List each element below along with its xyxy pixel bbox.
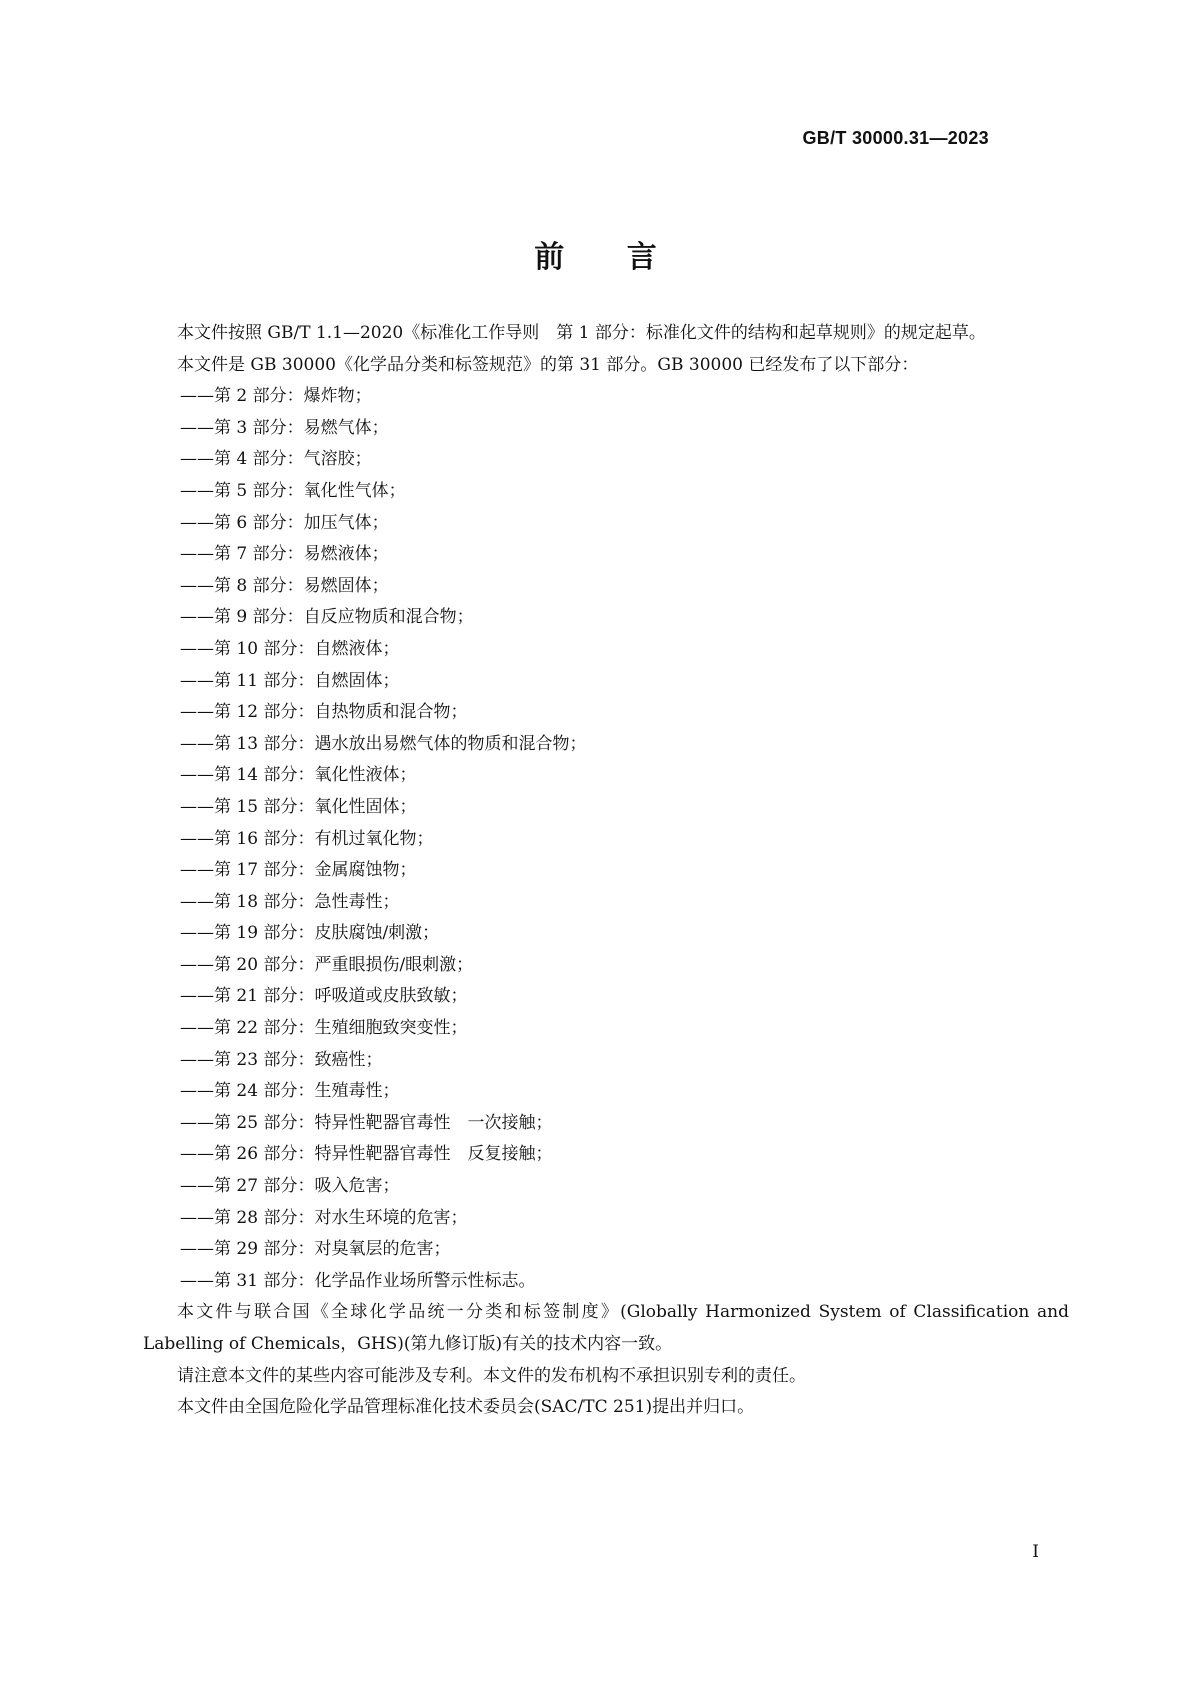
page-title: 前 言: [534, 240, 657, 275]
list-item: ——第 26 部分：特异性靶器官毒性 反复接触；: [180, 1144, 553, 1165]
list-item: ——第 12 部分：自热物质和混合物；: [180, 702, 468, 723]
list-item: ——第 20 部分：严重眼损伤/眼刺激；: [180, 954, 474, 975]
list-item: ——第 13 部分：遇水放出易燃气体的物质和混合物；: [180, 733, 587, 754]
paragraph-drafting-rules: 本文件按照 GB/T 1.1—2020《标准化工作导则 第 1 部分：标准化文件的结构和起草规则》的规定起草。: [177, 323, 986, 343]
paragraph-proposer: 本文件由全国危险化学品管理标准化技术委员会(SAC/TC 251)提出并归口。: [177, 1397, 755, 1418]
paragraph-series-intro: 本文件是 GB 30000《化学品分类和标签规范》的第 31 部分。GB 30000 已经发布了以下部分：: [177, 354, 919, 375]
document-code: GB/T 30000.31—2023: [802, 128, 989, 148]
list-item: ——第 24 部分：生殖毒性；: [180, 1081, 400, 1102]
list-item: ——第 29 部分：对臭氧层的危害；: [180, 1239, 451, 1260]
list-item: ——第 14 部分：氧化性液体；: [180, 765, 417, 786]
list-item: ——第 2 部分：爆炸物；: [180, 386, 372, 407]
list-item: ——第 7 部分：易燃液体；: [180, 544, 389, 565]
list-item: ——第 3 部分：易燃气体；: [180, 417, 389, 438]
list-item: ——第 4 部分：气溶胶；: [180, 449, 372, 470]
list-item: ——第 15 部分：氧化性固体；: [180, 796, 417, 817]
list-item: ——第 23 部分：致癌性；: [180, 1049, 383, 1070]
list-item: ——第 28 部分：对水生环境的危害；: [180, 1207, 468, 1228]
parts-list: [143, 381, 1069, 1297]
list-item: ——第 16 部分：有机过氧化物；: [180, 828, 434, 849]
list-item: ——第 9 部分：自反应物质和混合物；: [180, 607, 474, 628]
list-item: ——第 8 部分：易燃固体；: [180, 575, 389, 596]
list-item: ——第 31 部分：化学品作业场所警示性标志。: [180, 1270, 536, 1291]
page-number: I: [1032, 1542, 1039, 1562]
foreword-body: [143, 318, 1069, 1424]
list-item: ——第 22 部分：生殖细胞致突变性；: [180, 1018, 468, 1039]
list-item: ——第 6 部分：加压气体；: [180, 512, 389, 533]
paragraph-patent-notice: 请注意本文件的某些内容可能涉及专利。本文件的发布机构不承担识别专利的责任。: [177, 1365, 806, 1386]
list-item: ——第 27 部分：吸入危害；: [180, 1176, 400, 1197]
list-item: ——第 21 部分：呼吸道或皮肤致敏；: [180, 986, 468, 1007]
list-item: ——第 10 部分：自燃液体；: [180, 638, 400, 659]
list-item: ——第 18 部分：急性毒性；: [180, 891, 400, 912]
list-item: ——第 11 部分：自燃固体；: [180, 670, 400, 691]
list-item: ——第 19 部分：皮肤腐蚀/刺激；: [180, 923, 440, 944]
list-item: ——第 5 部分：氧化性气体；: [180, 480, 406, 501]
list-item: ——第 17 部分：金属腐蚀物；: [180, 860, 417, 881]
list-item: ——第 25 部分：特异性靶器官毒性 一次接触；: [180, 1112, 553, 1133]
paragraph-ghs-consistency: 本文件与联合国《全球化学品统一分类和标签制度》(Globally Harmonized System of Classification and Labelling of Chemicals，GHS)(第九修订版)有关的技术内容一致。: [143, 1302, 1069, 1354]
